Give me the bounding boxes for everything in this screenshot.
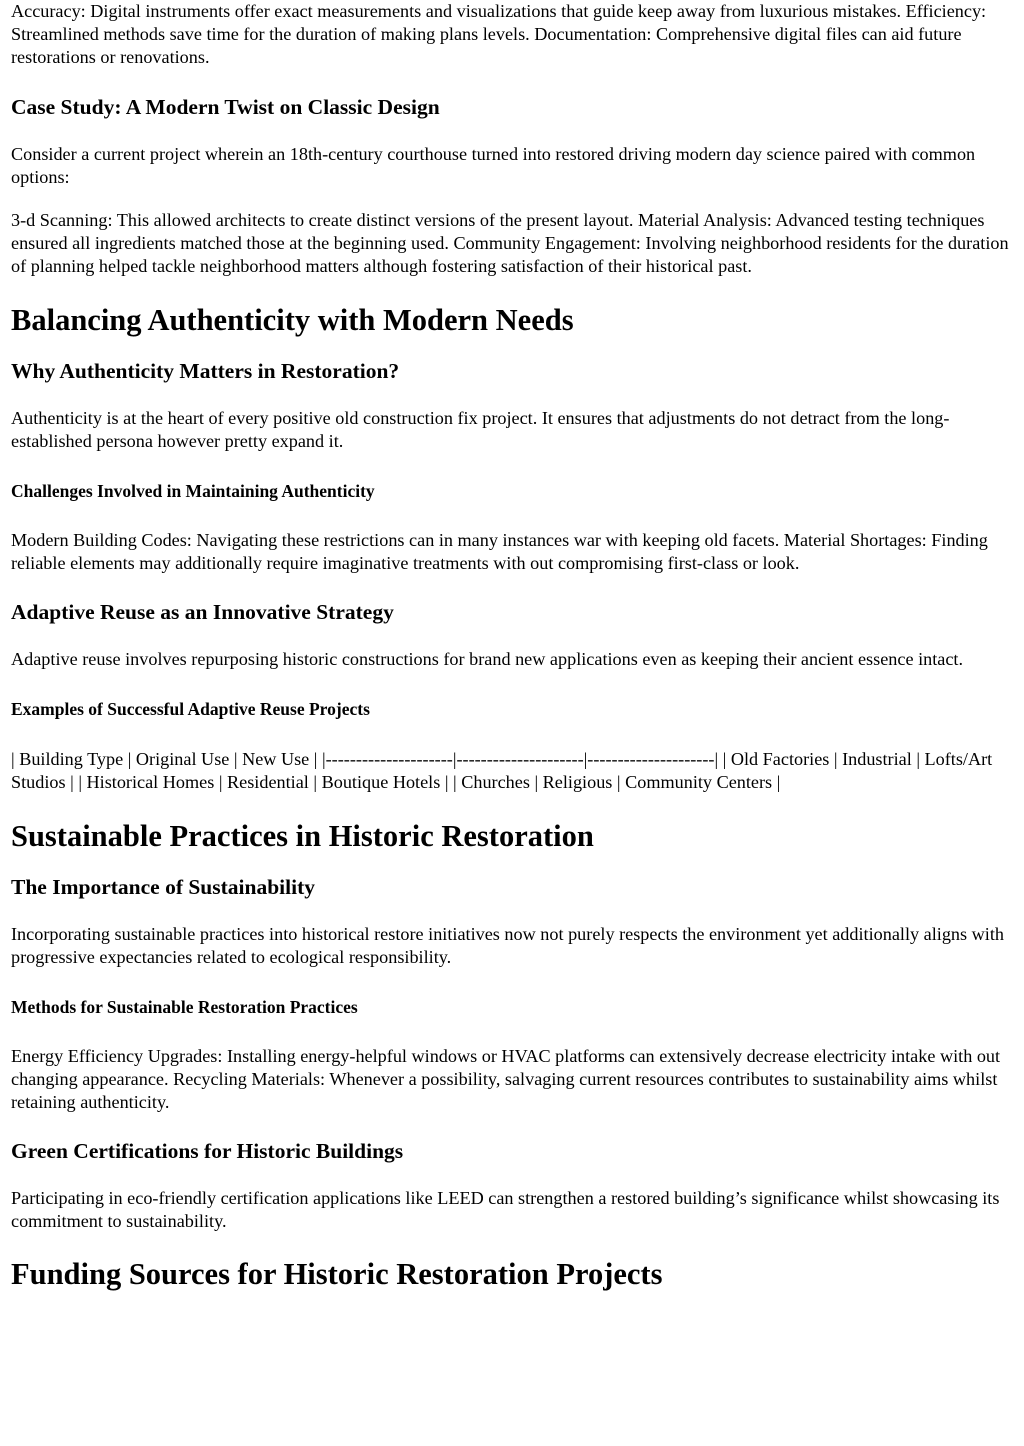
paragraph-authenticity-heart: Authenticity is at the heart of every positive old construction fix project. It ensures that adjustments do not detract from the long-established persona however pretty expand it. <box>11 408 950 451</box>
paragraph-reuse-table-text: | Building Type | Original Use | New Use | |---------------------|---------------------|---------------------| | Old Factories | Industrial | Lofts/Art Studios | | Historical Homes | Residential | Boutique Hotels | | Churches | Religious | Community Centers | <box>11 749 993 792</box>
paragraph-digital-benefits: Accuracy: Digital instruments offer exact measurements and visualizations that guide keep away from luxurious mistakes. Efficiency: Streamlined methods save time for the duration of making plans levels. Documentation: Comprehensive digital files can aid future restorations or renovations. <box>11 1 987 67</box>
heading-case-study: Case Study: A Modern Twist on Classic Design <box>11 95 440 119</box>
heading-methods-sustainable: Methods for Sustainable Restoration Practices <box>11 997 358 1017</box>
heading-sustainable-practices: Sustainable Practices in Historic Restoration <box>11 819 594 853</box>
paragraph-courthouse-project: Consider a current project wherein an 18th-century courthouse turned into restored driving modern day science paired with common options: <box>11 144 976 187</box>
heading-why-authenticity: Why Authenticity Matters in Restoration? <box>11 359 400 383</box>
paragraph-case-study-details: 3-d Scanning: This allowed architects to create distinct versions of the present layout. Material Analysis: Advanced testing techniques ensured all ingredients matched those at the beginning used. Community Engagement: Involving neighborhood residents for the duration of planning helped tackle neighborhood matters although fostering satisfaction of their historical past. <box>11 210 1009 276</box>
paragraph-sustainability-importance: Incorporating sustainable practices into historical restore initiatives now not purely respects the environment yet additionally aligns with progressive expectancies related to ecological responsibility. <box>11 924 1004 967</box>
heading-balancing-authenticity: Balancing Authenticity with Modern Needs <box>11 303 574 337</box>
heading-importance-sustainability: The Importance of Sustainability <box>11 875 316 899</box>
heading-adaptive-reuse: Adaptive Reuse as an Innovative Strategy <box>11 600 394 624</box>
heading-reuse-examples: Examples of Successful Adaptive Reuse Projects <box>11 699 370 719</box>
paragraph-green-certifications: Participating in eco-friendly certification applications like LEED can strengthen a restored building’s significance whilst showcasing its commitment to sustainability. <box>11 1188 1000 1231</box>
heading-funding-sources: Funding Sources for Historic Restoration Projects <box>11 1257 663 1291</box>
paragraph-adaptive-reuse: Adaptive reuse involves repurposing historic constructions for brand new applications even as keeping their ancient essence intact. <box>11 649 964 669</box>
paragraph-methods-details: Energy Efficiency Upgrades: Installing energy-helpful windows or HVAC platforms can extensively decrease electricity intake with out changing appearance. Recycling Materials: Whenever a possibility, salvaging current resources contributes to sustainability aims whilst retaining authenticity. <box>11 1046 1001 1112</box>
heading-challenges: Challenges Involved in Maintaining Authenticity <box>11 481 375 501</box>
heading-green-certifications: Green Certifications for Historic Buildings <box>11 1139 404 1163</box>
paragraph-challenges-details: Modern Building Codes: Navigating these restrictions can in many instances war with keeping old facets. Material Shortages: Finding reliable elements may additionally require imaginative treatments with out compromising first-class or look. <box>11 530 988 573</box>
